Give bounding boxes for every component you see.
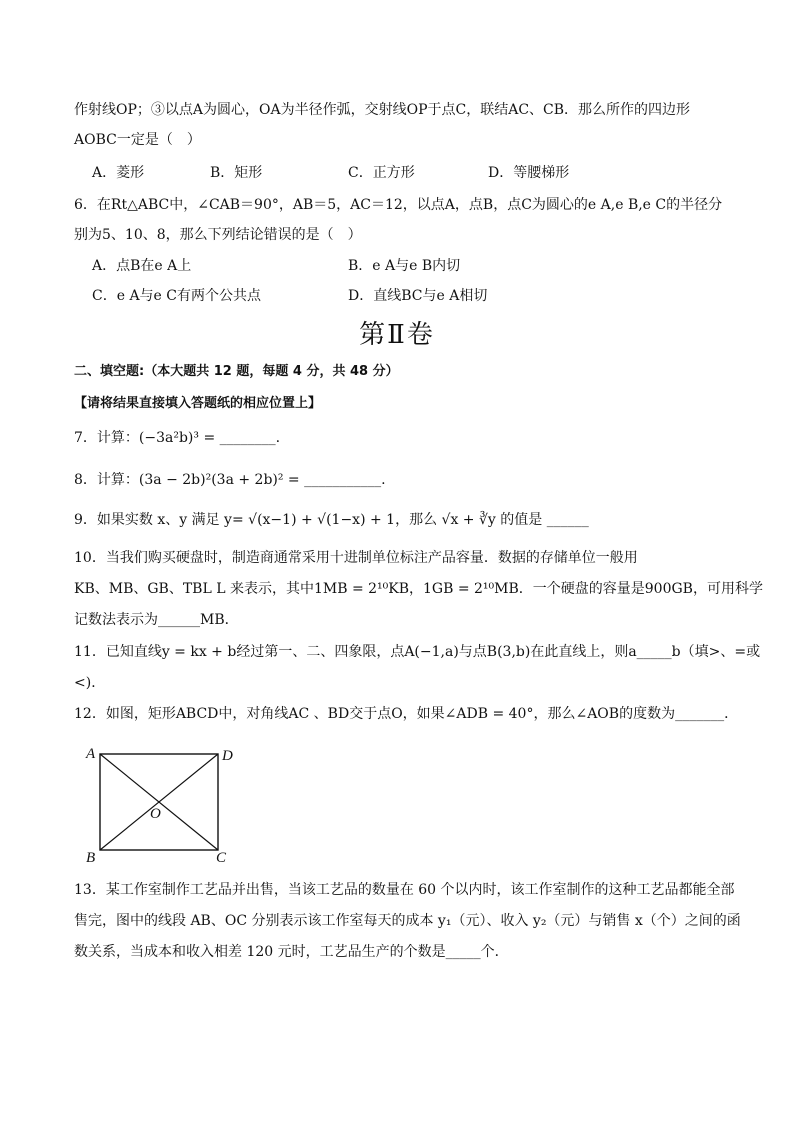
q10-line1: 10．当我们购买硬盘时，制造商通常采用十进制单位标注产品容量．数据的存储单位一般用	[74, 550, 638, 566]
q5-option-d: D．等腰梯形	[488, 165, 570, 181]
q6-option-a: A．点B在e A上	[92, 258, 192, 274]
q5-line2: AOBC一定是（ ）	[74, 132, 201, 148]
q6-option-b: B．e A与e B内切	[348, 258, 461, 274]
q6-option-d: D．直线BC与e A相切	[348, 288, 488, 304]
q5-option-b: B．矩形	[210, 165, 263, 181]
q13-line3: 数关系，当成本和收入相差 120 元时，工艺品生产的个数是_____个．	[74, 944, 509, 960]
q10-line3: 记数法表示为______MB．	[74, 612, 239, 628]
section2-heading: 二、填空题:（本大题共 12 题，每题 4 分，共 48 分）	[74, 364, 399, 379]
q6-line2: 别为5、10、8，那么下列结论错误的是（ ）	[74, 227, 362, 243]
q5-option-a: A．菱形	[92, 165, 145, 181]
q13-line2: 售完，图中的线段 AB、OC 分别表示该工作室每天的成本 y₁（元）、收入 y₂（元）与销售 x（个）之间的函	[74, 913, 741, 929]
section-title: 第Ⅱ卷	[359, 320, 435, 350]
q6-option-c: C．e A与e C有两个公共点	[92, 288, 262, 304]
q5-line1: 作射线OP；③以点A为圆心，OA为半径作弧，交射线OP于点C，联结AC、CB．那么所作的四边形	[74, 102, 691, 118]
q7-text: 7．计算：(−3a²b)³ = ________.	[74, 430, 281, 446]
label-b: B	[86, 850, 96, 866]
q10-line2: KB、MB、GB、TBL L 来表示，其中1MB = 2¹⁰KB，1GB = 2¹⁰MB．一个硬盘的容量是900GB，可用科学	[74, 581, 763, 597]
q5-option-c: C．正方形	[348, 165, 415, 181]
q9-text: 9．如果实数 x、y 满足 y= √(x−1) + √(1−x) + 1，那么 √x + ∛y 的值是 ______	[74, 512, 589, 528]
q12-text: 12．如图，矩形ABCD中，对角线AC 、BD交于点O，如果∠ADB = 40°，那么∠AOB的度数为_______．	[74, 706, 739, 722]
label-a: A	[86, 746, 96, 762]
q6-line1: 6．在Rt△ABC中，∠CAB＝90°，AB＝5，AC＝12，以点A，点B，点C为圆心的e A,e B,e C的半径分	[74, 197, 723, 213]
q11-line1: 11．已知直线y = kx + b经过第一、二、四象限，点A(−1,a)与点B(3,b)在此直线上，则a_____b（填>、=或	[74, 644, 761, 660]
rectangle-abcd-figure	[80, 738, 250, 868]
q13-line1: 13．某工作室制作工艺品并出售，当该工艺品的数量在 60 个以内时，该工作室制作的这种工艺品都能全部	[74, 882, 735, 898]
label-o: O	[150, 806, 161, 822]
label-d: D	[222, 748, 233, 764]
label-c: C	[216, 850, 227, 866]
q8-text: 8．计算：(3a − 2b)²(3a + 2b)² = ___________.	[74, 472, 386, 488]
section2-instruction: 【请将结果直接填入答题纸的相应位置上】	[74, 396, 322, 411]
q11-line2: <)．	[74, 675, 106, 691]
